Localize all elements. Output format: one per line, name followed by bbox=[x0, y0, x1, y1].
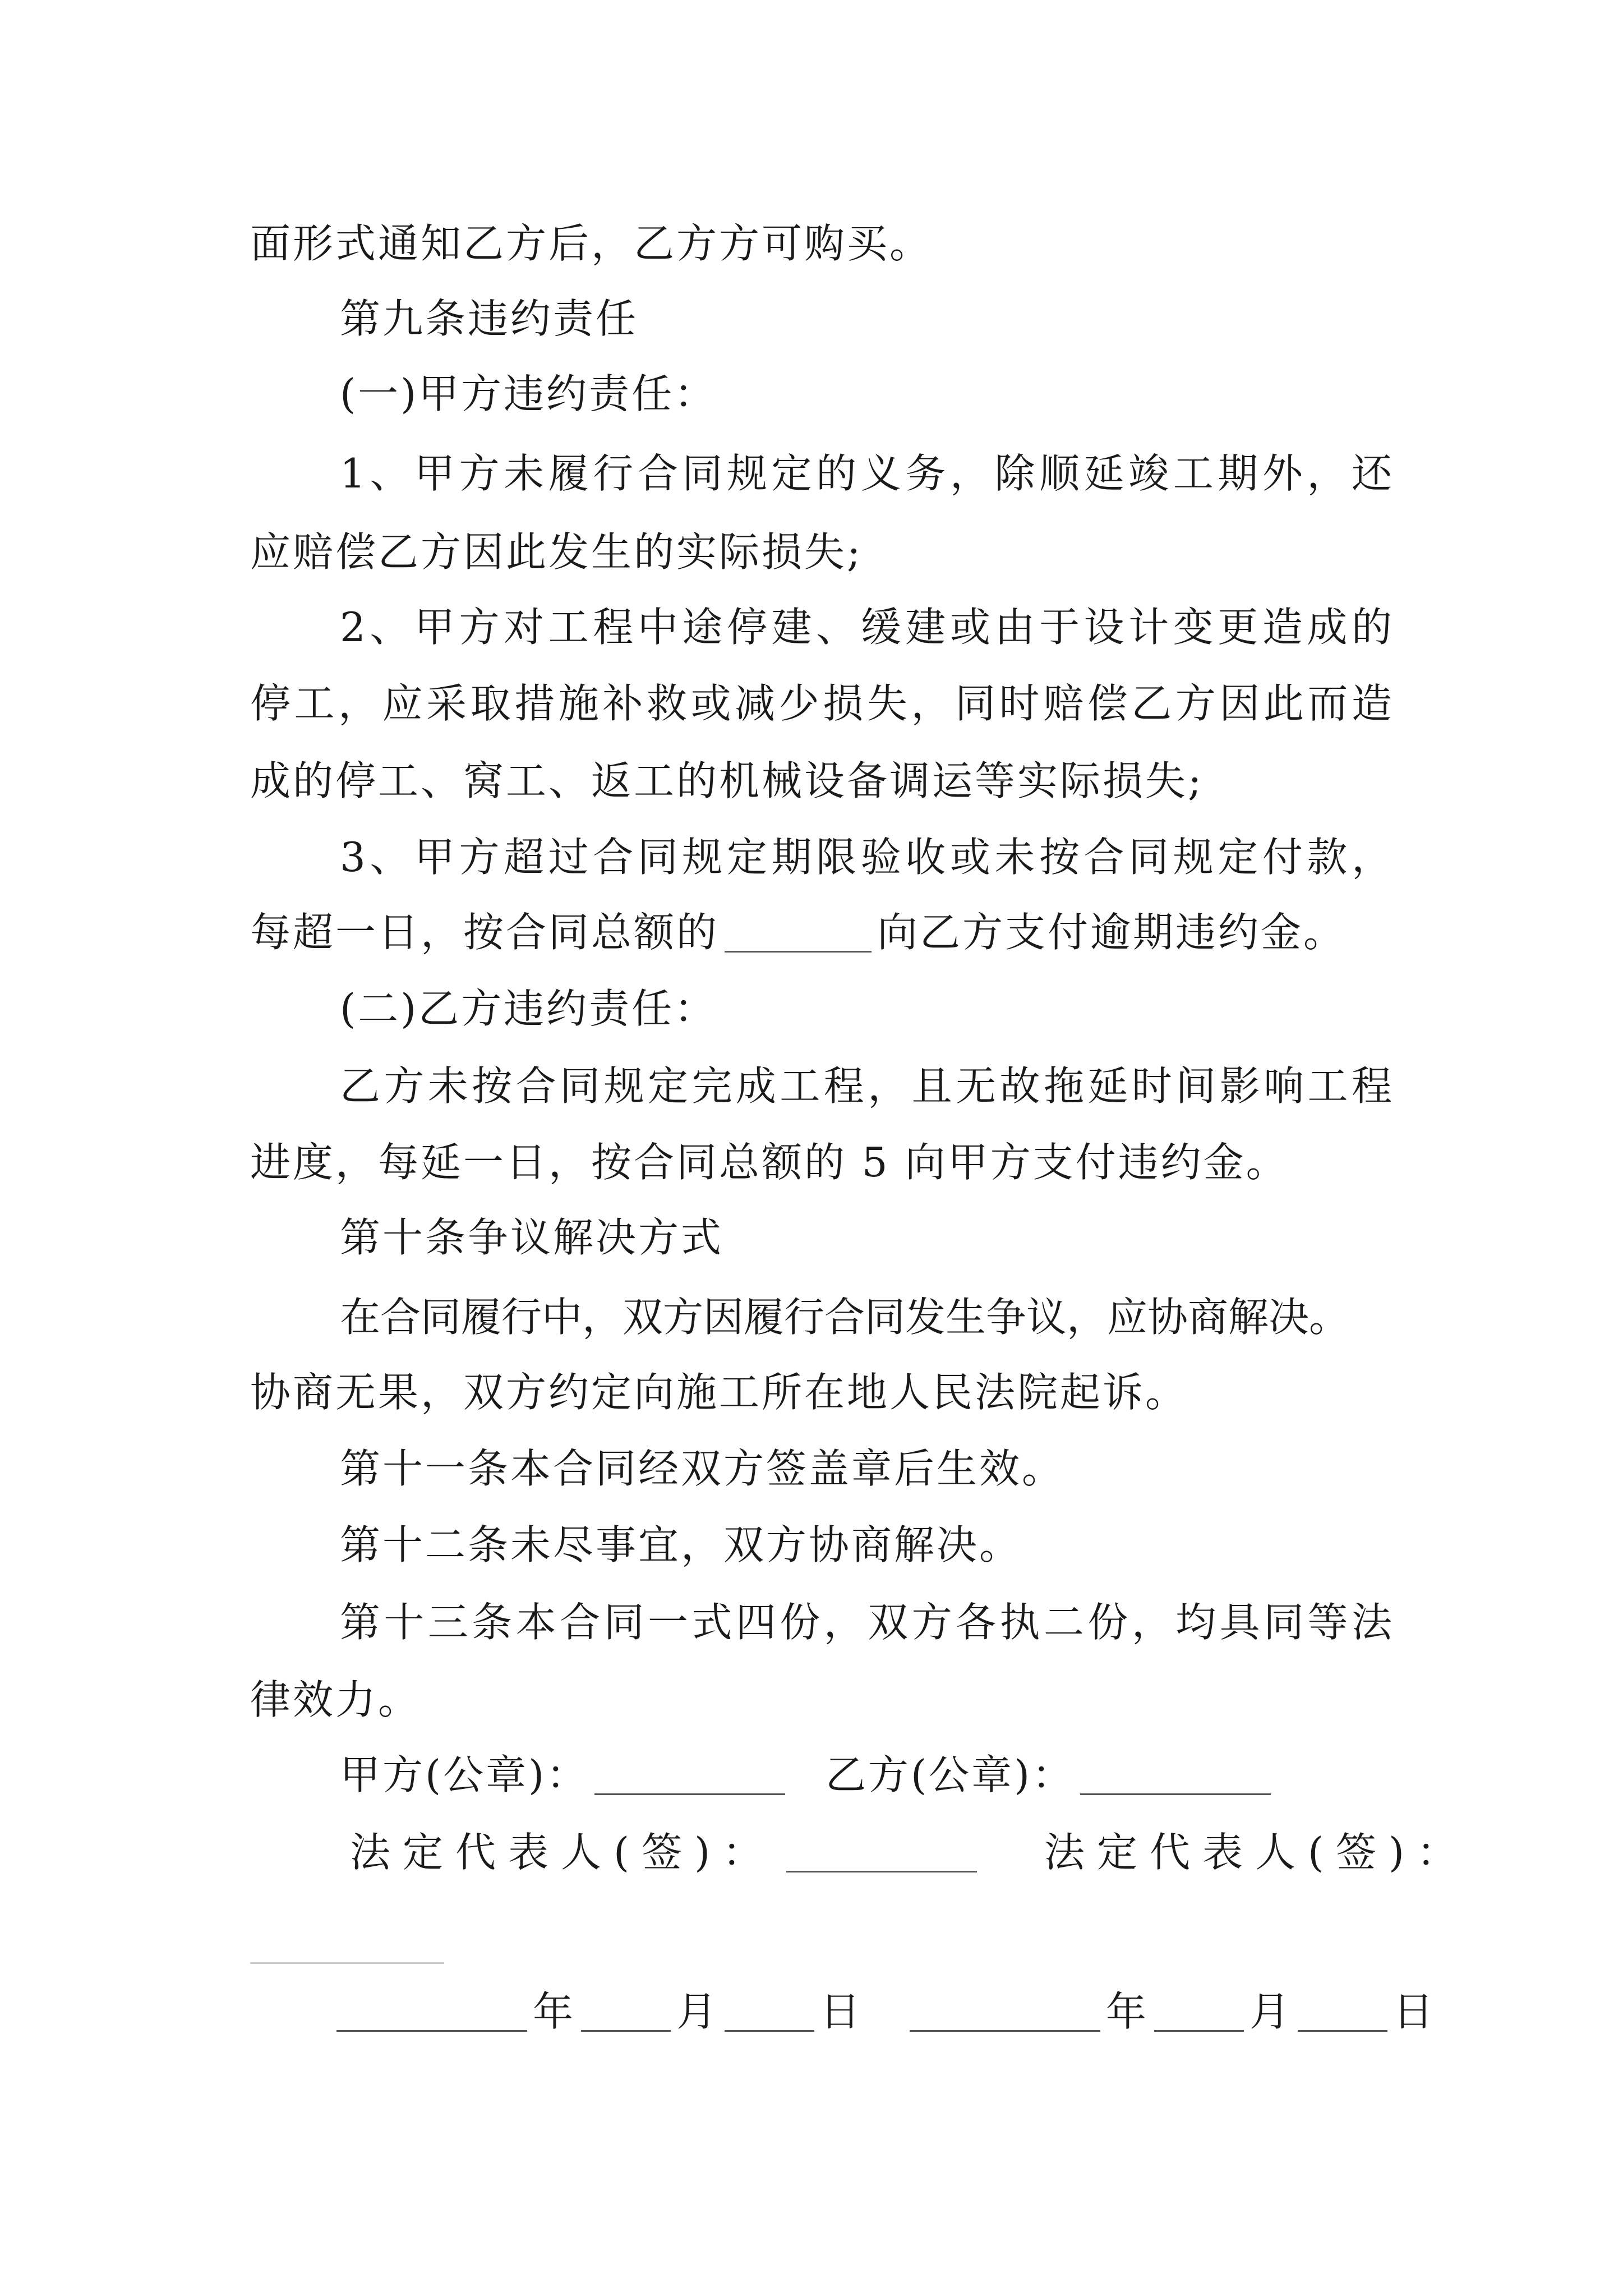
penalty-rate-blank[interactable] bbox=[725, 917, 872, 953]
seal-row bbox=[340, 1751, 1394, 1798]
paragraph-line-15: 在合同履行中，双方因履行合同发生争议，应协商解决。 bbox=[340, 1294, 1350, 1341]
date-b-year-blank[interactable] bbox=[910, 1996, 1100, 2032]
paragraph-line-10 bbox=[250, 909, 1394, 956]
paragraph-line-8: 成的停工、窝工、返工的机械设备调运等实际损失; bbox=[250, 757, 1204, 804]
paragraph-line-6: 2、甲方对工程中途停建、缓建或由于设计变更造成的 bbox=[340, 604, 1394, 651]
date-b-year-label: 年 bbox=[1105, 1988, 1149, 2035]
legal-rep-a-label: 法定代表人(签)： bbox=[350, 1829, 776, 1876]
paragraph-line-4: 1、甲方未履行合同规定的义务，除顺延竣工期外，还 bbox=[340, 450, 1394, 497]
date-a-year-label: 年 bbox=[533, 1988, 576, 2035]
paragraph-line-20: 律效力。 bbox=[250, 1676, 421, 1723]
party-b-seal-blank[interactable] bbox=[1080, 1760, 1271, 1795]
paragraph-line-10-part-b: 向乙方支付逾期违约金。 bbox=[877, 909, 1347, 956]
article-11: 第十一条本合同经双方签盖章后生效。 bbox=[340, 1445, 1065, 1492]
date-b-month-blank[interactable] bbox=[1154, 1996, 1244, 2032]
date-a-month-blank[interactable] bbox=[581, 1996, 671, 2032]
paragraph-line-13: 进度，每延一日，按合同总额的 5 向甲方支付违约金。 bbox=[250, 1139, 1289, 1186]
legal-rep-row bbox=[350, 1829, 1494, 1876]
paragraph-line-19: 第十三条本合同一式四份，双方各执二份，均具同等法 bbox=[340, 1599, 1394, 1646]
party-a-seal-blank[interactable] bbox=[594, 1760, 785, 1795]
date-a-year-blank[interactable] bbox=[336, 1996, 527, 2032]
date-b-day-blank[interactable] bbox=[1298, 1996, 1387, 2032]
paragraph-line-16: 协商无果，双方约定向施工所在地人民法院起诉。 bbox=[250, 1369, 1188, 1416]
article-12: 第十二条未尽事宜，双方协商解决。 bbox=[340, 1521, 1022, 1568]
paragraph-line-10-part-a: 每超一日，按合同总额的 bbox=[250, 909, 720, 956]
legal-rep-b-blank[interactable] bbox=[250, 1962, 444, 1964]
date-b-day-label: 日 bbox=[1393, 1988, 1436, 2035]
article-10-heading: 第十条争议解决方式 bbox=[340, 1214, 724, 1261]
paragraph-line-5: 应赔偿乙方因此发生的实际损失; bbox=[250, 528, 863, 576]
date-a-day-blank[interactable] bbox=[725, 1996, 814, 2032]
party-b-seal-label: 乙方(公章)： bbox=[825, 1751, 1075, 1798]
party-b-liability-heading: (二)乙方违约责任： bbox=[340, 985, 717, 1032]
article-9-heading: 第九条违约责任 bbox=[340, 295, 639, 342]
party-a-seal-label: 甲方(公章)： bbox=[340, 1751, 589, 1798]
paragraph-line-7: 停工，应采取措施补救或减少损失，同时赔偿乙方因此而造 bbox=[250, 680, 1394, 727]
legal-rep-b-label: 法定代表人(签)： bbox=[1044, 1829, 1470, 1876]
paragraph-line-9: 3、甲方超过合同规定期限验收或未按合同规定付款， bbox=[340, 834, 1394, 881]
paragraph-line-12: 乙方未按合同规定完成工程，且无故拖延时间影响工程 bbox=[340, 1062, 1394, 1110]
date-a-day-label: 日 bbox=[820, 1988, 863, 2035]
party-a-liability-heading: (一)甲方违约责任： bbox=[340, 370, 717, 417]
date-a-month-label: 月 bbox=[676, 1988, 720, 2035]
date-row bbox=[336, 1988, 1436, 2035]
legal-rep-a-blank[interactable] bbox=[786, 1837, 977, 1872]
paragraph-line-1: 面形式通知乙方后，乙方方可购买。 bbox=[250, 220, 933, 267]
date-b-month-label: 月 bbox=[1249, 1988, 1292, 2035]
